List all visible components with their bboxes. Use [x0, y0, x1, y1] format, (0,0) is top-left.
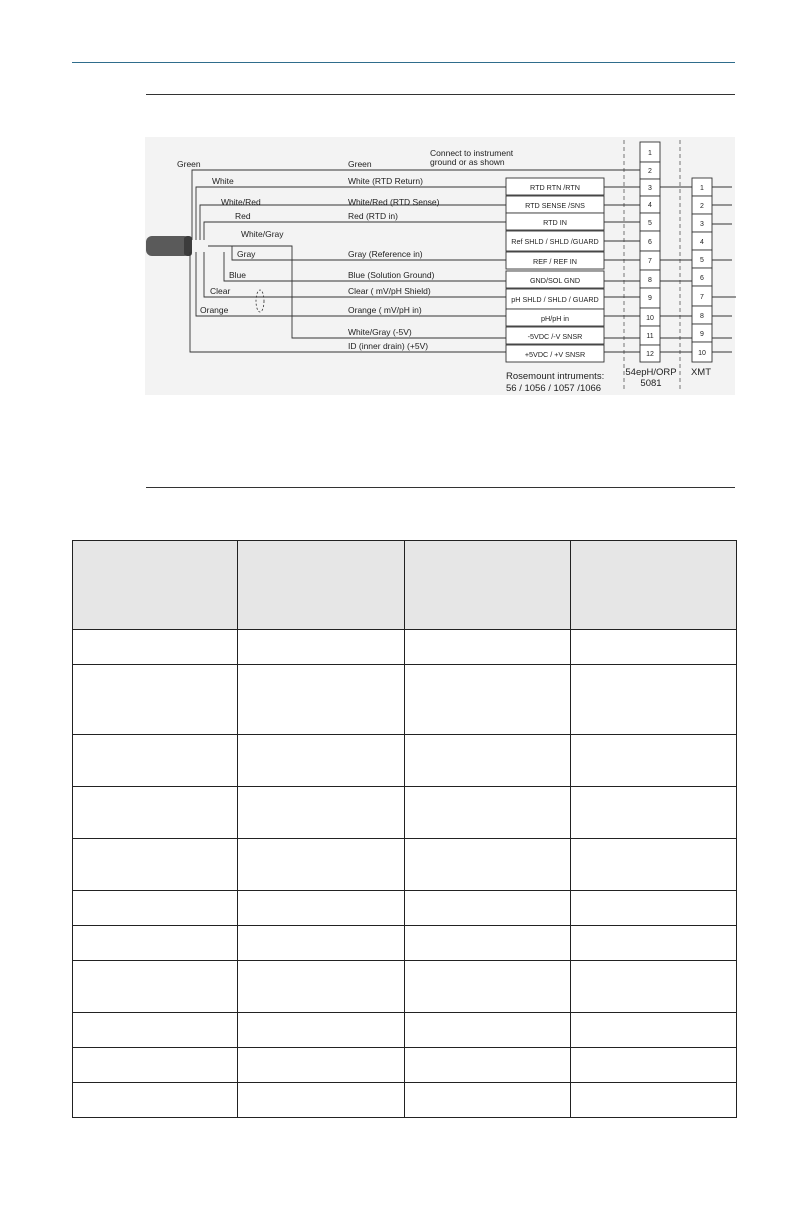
- table-cell: [238, 1048, 405, 1083]
- terminal-a-1: 1: [648, 150, 652, 157]
- terminal-b-8: 8: [700, 313, 704, 320]
- wire-function-9: White/Gray (-5V): [348, 327, 412, 337]
- terminal-b-10: 10: [698, 350, 706, 357]
- table-row: [73, 1013, 737, 1048]
- table-cell: [73, 926, 238, 961]
- table-cell: [73, 665, 238, 735]
- left-label-white-red: White/Red: [221, 197, 261, 207]
- table-cell: [405, 1083, 571, 1118]
- instrument-caption-line2: 56 / 1056 / 1057 /1066: [506, 383, 602, 394]
- table-row: [73, 926, 737, 961]
- table-row: [73, 1048, 737, 1083]
- wiring-diagram: [0, 0, 793, 420]
- table-row: [73, 839, 737, 891]
- table-cell: [238, 735, 405, 787]
- table-cell: [405, 630, 571, 665]
- table-cell: [238, 1013, 405, 1048]
- terminal-b-2: 2: [700, 203, 704, 210]
- table-cell: [405, 787, 571, 839]
- terminal-a-2: 2: [648, 168, 652, 175]
- table-cell: [405, 926, 571, 961]
- terminal-a-8: 8: [648, 277, 652, 284]
- table-cell: [73, 839, 238, 891]
- table-cell: [571, 1013, 737, 1048]
- terminal-a-3: 3: [648, 185, 652, 192]
- table-cell: [571, 665, 737, 735]
- table-cell: [238, 1083, 405, 1118]
- terminal-b-4: 4: [700, 239, 704, 246]
- wire-function-3: White/Red (RTD Sense): [348, 197, 440, 207]
- block-label-4: Ref SHLD / SHLD /GUARD: [511, 237, 599, 246]
- table-row: [73, 630, 737, 665]
- left-label-white: White: [212, 176, 234, 186]
- table-cell: [571, 1048, 737, 1083]
- terminal-a-6: 6: [648, 239, 652, 246]
- ground-note-line1: Connect to instrument: [430, 148, 514, 158]
- table-cell: [405, 839, 571, 891]
- table-cell: [405, 665, 571, 735]
- table-cell: [238, 787, 405, 839]
- table-cell: [73, 787, 238, 839]
- table-cell: [73, 961, 238, 1013]
- table-row: [73, 1083, 737, 1118]
- table-header-cell: [238, 541, 405, 630]
- table-cell: [405, 891, 571, 926]
- terminal-a-12: 12: [646, 351, 654, 358]
- table-cell: [571, 735, 737, 787]
- left-label-green: Green: [177, 159, 201, 169]
- block-label-2: RTD SENSE /SNS: [525, 201, 585, 210]
- wire-function-5: Gray (Reference in): [348, 249, 423, 259]
- table-cell: [238, 891, 405, 926]
- block-label-5: REF / REF IN: [533, 257, 577, 266]
- table-cell: [73, 891, 238, 926]
- terminal-b-5: 5: [700, 257, 704, 264]
- figure-bottom-rule: [146, 487, 735, 488]
- block-label-6: GND/SOL GND: [529, 276, 581, 285]
- table-cell: [73, 1083, 238, 1118]
- table-header-row: [73, 541, 737, 630]
- table-cell: [238, 839, 405, 891]
- block-label-10: +5VDC / +V SNSR: [524, 350, 586, 359]
- wire-function-6: Blue (Solution Ground): [348, 270, 435, 280]
- table-cell: [73, 1013, 238, 1048]
- terminal-a-5: 5: [648, 220, 652, 227]
- wire-function-7: Clear ( mV/pH Shield): [348, 286, 431, 296]
- table-row: [73, 665, 737, 735]
- terminal-b-9: 9: [700, 331, 704, 338]
- table-row: [73, 787, 737, 839]
- table-row: [73, 891, 737, 926]
- table-cell: [238, 630, 405, 665]
- wire-function-10: ID (inner drain) (+5V): [348, 341, 429, 351]
- table-cell: [405, 961, 571, 1013]
- table-cell: [73, 630, 238, 665]
- sensor-cable: [146, 236, 190, 256]
- wiring-table: [72, 540, 737, 1118]
- table-cell: [571, 891, 737, 926]
- shield-marker: [256, 290, 264, 312]
- col-a-caption-line2: 5081: [640, 378, 662, 389]
- terminal-a-4: 4: [648, 202, 652, 209]
- table-cell: [571, 630, 737, 665]
- left-label-orange: Orange: [200, 305, 229, 315]
- terminal-b-6: 6: [700, 275, 704, 282]
- table-cell: [405, 1048, 571, 1083]
- col-a-caption-line1: 54epH/ORP: [625, 367, 677, 378]
- table-cell: [571, 961, 737, 1013]
- terminal-a-7: 7: [648, 258, 652, 265]
- table-cell: [238, 926, 405, 961]
- table-cell: [238, 961, 405, 1013]
- table-row: [73, 961, 737, 1013]
- table-cell: [73, 735, 238, 787]
- wire-function-2: White (RTD Return): [348, 176, 423, 186]
- block-label-8: pH/pH in: [541, 314, 569, 323]
- terminal-a-9: 9: [648, 295, 652, 302]
- table-row: [73, 735, 737, 787]
- left-label-gray: Gray: [237, 249, 256, 259]
- block-label-7: pH SHLD / SHLD / GUARD: [511, 295, 599, 304]
- left-label-clear: Clear: [210, 286, 231, 296]
- col-b-caption: XMT: [690, 367, 712, 378]
- ground-note-line2: ground or as shown: [430, 157, 505, 167]
- table-cell: [238, 665, 405, 735]
- table-body: [73, 630, 737, 1118]
- left-label-white-gray: White/Gray: [241, 229, 284, 239]
- table-cell: [571, 1083, 737, 1118]
- terminal-block-a: [640, 142, 660, 362]
- block-label-3: RTD IN: [543, 218, 567, 227]
- table-header-cell: [405, 541, 571, 630]
- terminal-b-1: 1: [700, 185, 704, 192]
- table-cell: [571, 787, 737, 839]
- instrument-caption-line1: Rosemount intruments:: [506, 371, 605, 382]
- terminal-b-3: 3: [700, 221, 704, 228]
- table-header-cell: [73, 541, 238, 630]
- table-cell: [405, 735, 571, 787]
- block-label-1: RTD RTN /RTN: [530, 183, 580, 192]
- terminal-a-11: 11: [646, 333, 654, 340]
- terminal-a-10: 10: [646, 315, 654, 322]
- table-cell: [571, 926, 737, 961]
- wire-function-8: Orange ( mV/pH in): [348, 305, 422, 315]
- table-cell: [405, 1013, 571, 1048]
- left-label-blue: Blue: [229, 270, 247, 280]
- block-label-9: -5VDC /-V SNSR: [527, 332, 583, 341]
- wire-function-1: Green: [348, 159, 372, 169]
- terminal-b-7: 7: [700, 294, 704, 301]
- table-cell: [73, 1048, 238, 1083]
- left-label-red: Red: [235, 211, 251, 221]
- wire-function-4: Red (RTD in): [348, 211, 398, 221]
- table-cell: [571, 839, 737, 891]
- table-header-cell: [571, 541, 737, 630]
